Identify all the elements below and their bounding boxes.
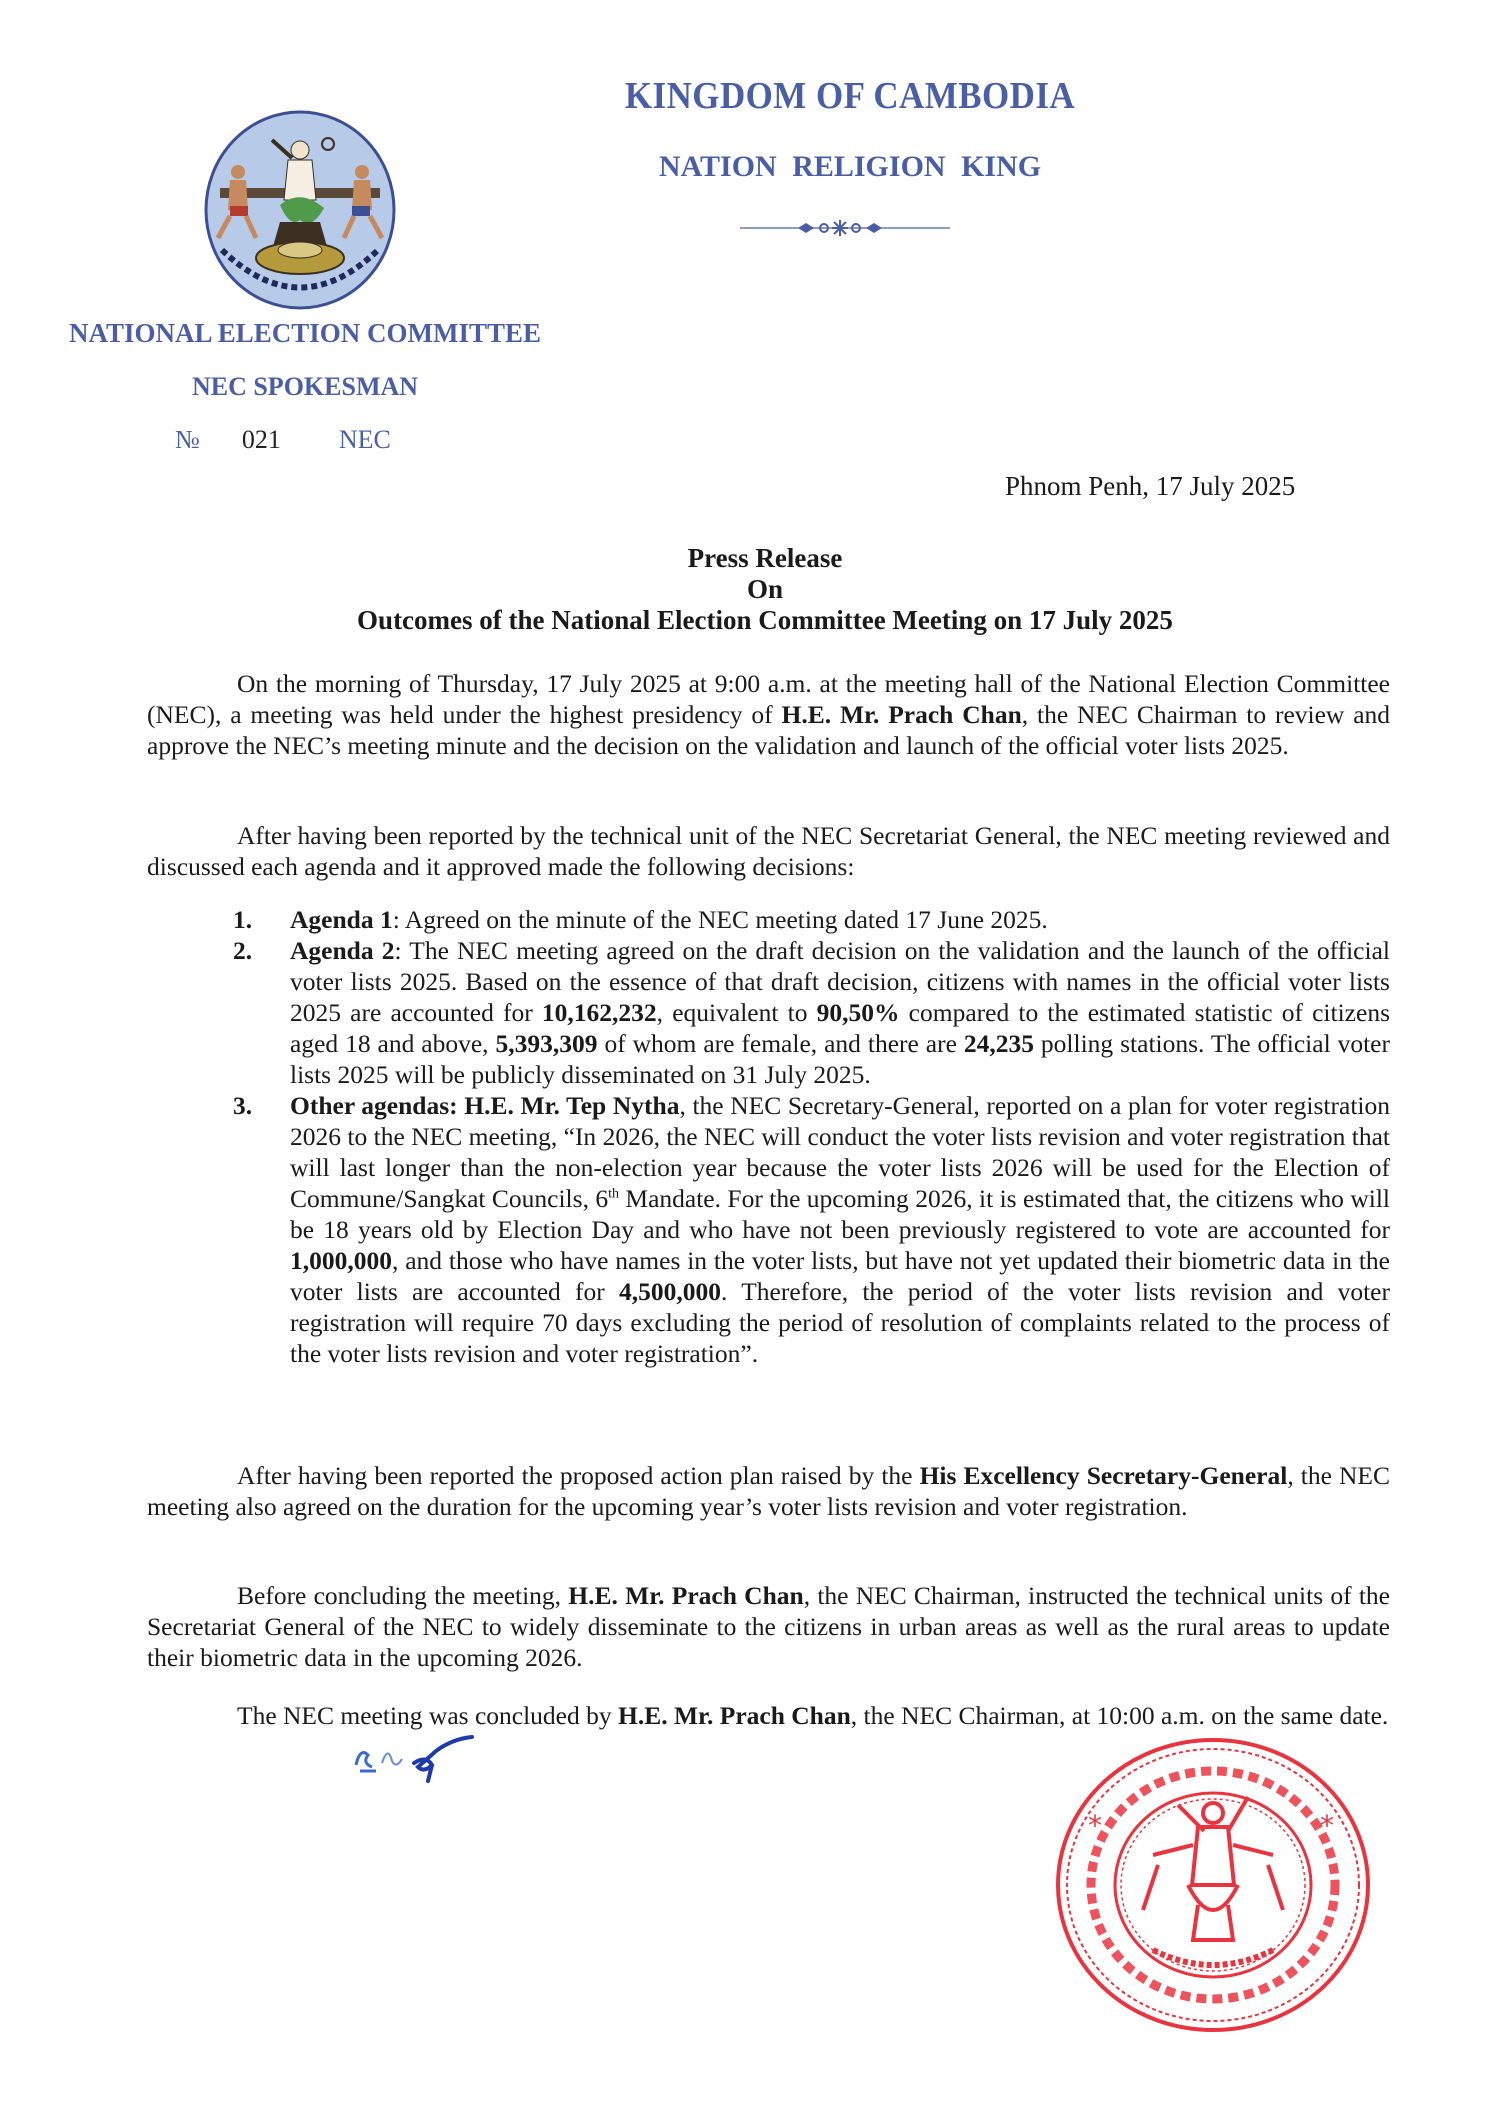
chairman-name: H.E. Mr. Prach Chan [568, 1581, 804, 1610]
agenda-item-3 [233, 1090, 1390, 1369]
organization-name: NATIONAL ELECTION COMMITTEE [68, 318, 542, 348]
agenda-item-2 [233, 935, 1390, 1090]
place-and-date: Phnom Penh, 17 July 2025 [1005, 471, 1296, 501]
reference-prefix: № [175, 425, 200, 454]
svg-text:*: * [1088, 1809, 1102, 1842]
text: After having been reported the proposed action plan raised by the [237, 1461, 920, 1490]
text: , and those who have names in the voter lists, but have not yet updated their biometric data in the voter lists are accounted for [290, 1246, 1390, 1306]
chairman-name: H.E. Mr. Prach Chan [617, 1701, 851, 1730]
paragraph-conclusion [147, 1700, 1390, 1731]
new-eligible-voters-count: 1,000,000 [290, 1246, 392, 1275]
text: The NEC meeting was concluded by [237, 1701, 618, 1730]
national-motto: NATION RELIGION KING [658, 150, 1042, 183]
text: : Agreed on the minute of the NEC meeting dated 17 June 2025. [392, 905, 1048, 934]
document-title [140, 543, 1390, 636]
handwritten-initials-icon [352, 1733, 492, 1783]
paragraph-instruction [147, 1580, 1390, 1673]
text: , the NEC Secretary-General, reported on a plan for voter registration 2026 to the NEC meeting, “In 2026, the NEC will conduct the voter lists revision and voter registration that will last longer than the non-election year because the voter lists 2026 will be used for the Election of Commune/Sangkat Councils, 6 [290, 1091, 1390, 1213]
title-line-3: Outcomes of the National Election Committee Meeting on 17 July 2025 [357, 605, 1173, 635]
text: , the NEC meeting also agreed on the duration for the upcoming year’s voter lists revision and voter registration. [147, 1461, 1391, 1521]
title-line-1: Press Release [687, 543, 843, 573]
text: , the NEC Chairman, at 10:00 a.m. on the same date. [850, 1701, 1389, 1730]
chairman-name: H.E. Mr. Prach Chan [781, 700, 1022, 729]
text: , the NEC Chairman to review and approve the NEC’s meeting minute and the decision on the validation and launch of the official voter lists 2025. [147, 700, 1391, 760]
text: of whom are female, and there are [597, 1029, 964, 1058]
text: . Therefore, the period of the voter lists revision and voter registration will require 70 days excluding the period of resolution of complaints related to the process of the voter lists revision and voter registration”. [290, 1277, 1390, 1368]
ordinal-suffix: th [608, 1186, 619, 1202]
agenda-label: Other agendas: H.E. Mr. Tep Nytha [290, 1091, 680, 1120]
list-number: 1. [233, 905, 253, 934]
list-number: 2. [233, 936, 253, 965]
agenda-item-1 [233, 904, 1390, 935]
agenda-label: Agenda 2 [290, 936, 395, 965]
text: After having been reported by the technical unit of the NEC Secretariat General, the NEC meeting reviewed and discussed each agenda and it approved made the following decisions: [147, 821, 1390, 881]
office-name: NEC SPOKESMAN [191, 372, 419, 401]
secretary-general-title: His Excellency Secretary-General [919, 1461, 1288, 1490]
official-red-seal-stamp-icon [1048, 1735, 1378, 2045]
reference-number-value: 021 [241, 425, 281, 454]
registration-percentage: 90,50% [816, 998, 900, 1027]
text: Before concluding the meeting, [237, 1581, 569, 1610]
text: compared to the estimated statistic of citizens aged 18 and above, [290, 998, 1390, 1058]
text: polling stations. The official voter lists 2025 will be publicly disseminated on 31 July 2025. [290, 1029, 1390, 1089]
text: : The NEC meeting agreed on the draft decision on the validation and the launch of the official voter lists 2025. Based on the essence of that draft decision, citizens with names in the official voter lists 2025 are accounted for [290, 936, 1390, 1027]
reference-number [175, 425, 391, 455]
polling-stations-count: 24,235 [963, 1029, 1034, 1058]
agenda-label: Agenda 1 [290, 905, 393, 934]
paragraph-meeting-intro [147, 668, 1390, 761]
text: , equivalent to [656, 998, 817, 1027]
paragraph-action-plan [147, 1460, 1390, 1522]
reference-suffix: NEC [338, 425, 391, 454]
country-heading: KINGDOM OF CAMBODIA [624, 75, 1076, 117]
text: , the NEC Chairman, instructed the technical units of the Secretariat General of the NEC to widely disseminate to the citizens in urban areas as well as the rural areas to update their biometric data in the upcoming 2026. [147, 1581, 1391, 1672]
female-voters-count: 5,393,309 [495, 1029, 598, 1058]
nec-emblem-seal-icon [200, 110, 400, 310]
agenda-list [233, 904, 1390, 1369]
registered-voters-count: 10,162,232 [541, 998, 657, 1027]
title-line-2: On [746, 574, 784, 604]
biometric-update-count: 4,500,000 [619, 1277, 722, 1306]
text: On the morning of Thursday, 17 July 2025 at 9:00 a.m. at the meeting hall of the National Election Committee (NEC), a meeting was held under the highest presidency of [147, 669, 1390, 729]
svg-text:*: * [1320, 1809, 1334, 1842]
ornamental-divider-icon [740, 218, 950, 238]
paragraph-decisions-intro [147, 820, 1390, 882]
text: Mandate. For the upcoming 2026, it is estimated that, the citizens who will be 18 years old by Election Day and who have not been previously registered to vote are accounted for [290, 1184, 1391, 1244]
list-number: 3. [233, 1091, 253, 1120]
